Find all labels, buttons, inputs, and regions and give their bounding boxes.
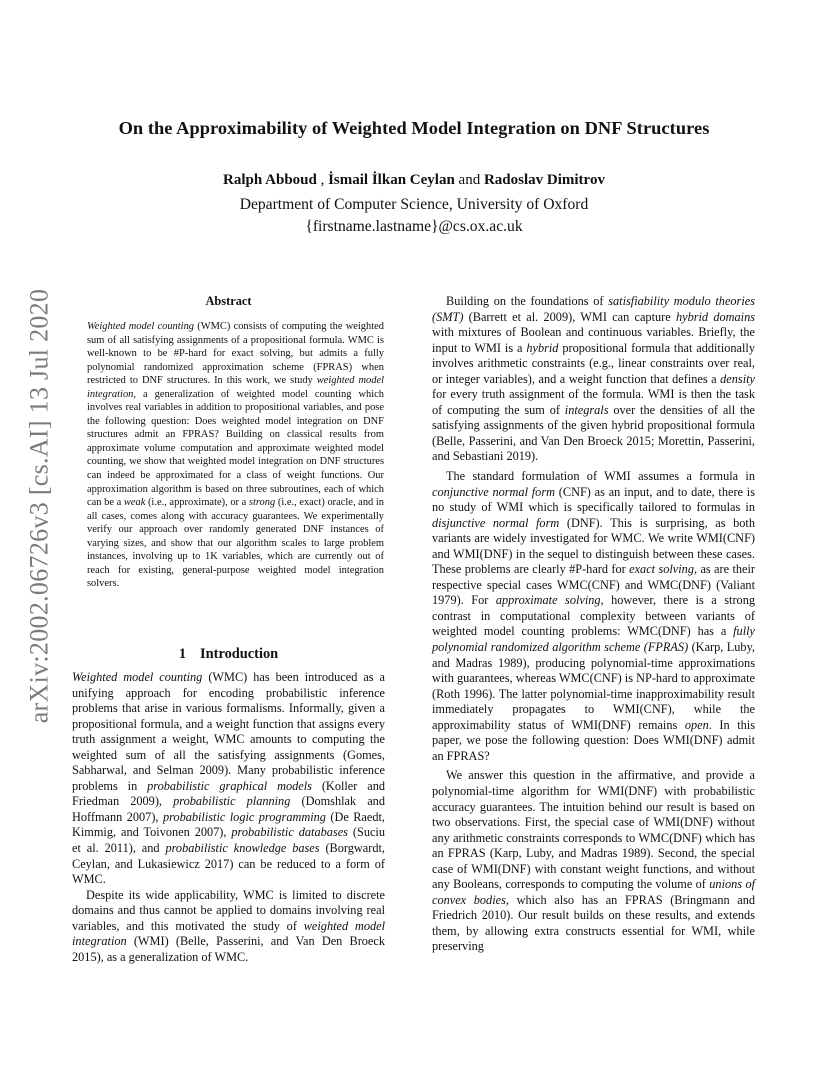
emphasized-term: fully polynomial randomized algorithm scheme (FPRAS) bbox=[432, 624, 755, 655]
emphasized-term: conjunctive normal form bbox=[432, 484, 555, 499]
text-run: . In this paper, we pose the following question: Does WMI(DNF) admit an FPRAS? bbox=[432, 717, 755, 763]
emphasized-term: probabilistic knowledge bases bbox=[165, 841, 320, 856]
author-1: Ralph Abboud bbox=[223, 172, 317, 188]
emphasized-term: weighted model integration bbox=[72, 918, 385, 949]
emphasized-term: approximate solving bbox=[495, 593, 601, 608]
text-run: (Karp, Luby, and Madras 1989), producing polynomial-time approximations with guarantees, whereas WMC(CNF) is NP-hard to approximate (Roth 1996). The latter polynomial-time inapproximability result immediately propagates to WMI(CNF), while the approximability status of WMI(DNF) remains bbox=[432, 640, 755, 732]
author-list bbox=[0, 172, 828, 189]
author-separator: , bbox=[316, 172, 329, 188]
abstract-term: weighted model integration bbox=[87, 375, 384, 400]
text-run: , however, there is a strong contrast in computational complexity between variants of weighted model counting problems: WMC(DNF) has a bbox=[432, 593, 756, 639]
author-2: İsmail İlkan Ceylan bbox=[328, 172, 455, 188]
emphasized-term: satisfiability modulo theories (SMT) bbox=[432, 294, 755, 324]
text-run: with mixtures of Boolean and continuous variables. Briefly, the input to WMI is a bbox=[432, 325, 755, 355]
paragraph bbox=[432, 294, 755, 465]
text-run: (De Raedt, Kimmig, and Toivonen 2007), bbox=[72, 809, 385, 840]
abstract-heading: Abstract bbox=[205, 294, 252, 308]
emphasized-term: probabilistic logic programming bbox=[162, 809, 326, 824]
author-conjunction: and bbox=[454, 172, 484, 188]
text-run: (DNF). This is surprising, as both variants are widely investigated for WMC. We write WMI(CNF) and WMI(DNF) in the sequel to distinguish between these cases. These problems are clearly #P-hard for bbox=[432, 515, 755, 577]
emphasized-term: exact solving bbox=[629, 562, 694, 577]
author-3: Radoslav Dimitrov bbox=[483, 172, 605, 188]
emphasized-term: disjunctive normal form bbox=[432, 515, 560, 530]
paragraph bbox=[72, 888, 385, 966]
emphasized-term: probabilistic graphical models bbox=[147, 778, 312, 793]
text-run: The standard formulation of WMI assumes a formula in bbox=[446, 469, 755, 484]
text-run: (CNF) as an input, and to date, there is no study of WMI which is specifically tailored to formulas in bbox=[432, 484, 755, 515]
emphasized-term: density bbox=[720, 371, 755, 386]
emphasized-term: hybrid bbox=[526, 340, 559, 355]
emphasized-term: open bbox=[684, 717, 709, 732]
paragraph bbox=[432, 469, 755, 764]
abstract-text: , a generalization of weighted model counting which involves real variables in addition to propositional variables, and pose the following question: Does weighted model integration on DNF structures admit an FPRAS? Building on classical results from approximate volume computation and approximate weighted model counting, we show that weighted model integration on DNF structures can indeed be approximated for a class of weight functions. Our approximation algorithm is based on three subroutines, each of which can be a bbox=[87, 388, 384, 509]
text-run: propositional formula that additionally involves arithmetic constraints (e.g., linear constraints over real, or integer variables), and a weight function that defines a bbox=[432, 340, 755, 386]
emphasized-term: probabilistic databases bbox=[231, 825, 348, 840]
paragraph bbox=[432, 768, 755, 955]
text-run: (Koller and Friedman 2009), bbox=[72, 778, 385, 809]
arxiv-side-stamp bbox=[12, 288, 66, 724]
section-heading bbox=[72, 646, 385, 663]
text-run: , as are their respective special cases WMC(CNF) and WMC(DNF) (Valiant 1979). For bbox=[432, 562, 755, 608]
paragraph bbox=[72, 670, 385, 888]
abstract-text: (i.e., approximate), or a bbox=[145, 497, 249, 509]
abstract-term: strong bbox=[248, 497, 276, 509]
abstract-term: weak bbox=[123, 497, 146, 509]
right-column-body bbox=[432, 294, 755, 955]
text-run: , which also has an FPRAS (Bringmann and Friedrich 2010). Our result builds on these results, and extends them, by allowing extra constructs essential for WMI, while preserving bbox=[432, 892, 756, 954]
abstract-term: Weighted model counting bbox=[87, 321, 195, 332]
section-number: 1 bbox=[178, 646, 187, 662]
text-run: Building on the foundations of bbox=[446, 294, 609, 308]
emphasized-term: Weighted model counting bbox=[72, 670, 203, 684]
text-run: Despite its wide applicability, WMC is limited to discrete domains and thus cannot be applied to domains involving real variables, and this motivated the study of bbox=[72, 887, 385, 933]
abstract-body bbox=[87, 320, 384, 591]
paper-title: On the Approximability of Weighted Model Integration on DNF Structures bbox=[118, 118, 710, 138]
text-run: We answer this question in the affirmative, and provide a polynomial-time algorithm for WMI(DNF) with probabilistic accuracy guarantees. The intuition behind our result is based on two observations. First, the special case of WMI(DNF) without any arithmetic constraints corresponds to WMC(DNF) which has an FPRAS (Karp, Luby, and Madras 1989). Second, the special case of WMI(DNF) with constant weight functions, and without any Booleans, corresponds to computing the volume of bbox=[432, 768, 755, 892]
section-title: Introduction bbox=[200, 646, 279, 662]
emphasized-term: unions of convex bodies bbox=[432, 877, 756, 907]
text-run: (Borgwardt, Ceylan, and Lukasiewicz 2017) can be reduced to a form of WMC. bbox=[72, 841, 385, 887]
left-column-body bbox=[72, 670, 385, 965]
affiliation: Department of Computer Science, University of Oxford bbox=[239, 196, 589, 213]
emphasized-term: probabilistic planning bbox=[173, 794, 291, 809]
text-run: (Suciu et al. 2011), and bbox=[72, 825, 385, 856]
text-run: over the densities of all the satisfying assignments of the given hybrid propositional formula (Belle, Passerini, and Van Den Broeck 2015; Morettin, Passerini, and Sebastiani 2019). bbox=[432, 402, 755, 464]
text-run: (WMI) (Belle, Passerini, and Van Den Broeck 2015), as a generalization of WMC. bbox=[72, 934, 385, 964]
text-run: (Domshlak and Hoffmann 2007), bbox=[72, 794, 385, 824]
text-run: for every truth assignment of the formula. WMI is then the task of computing the sum of bbox=[432, 387, 755, 417]
emphasized-term: integrals bbox=[564, 402, 609, 417]
abstract-text: (WMC) consists of computing the weighted sum of all satisfying assignments of a propositional formula. WMC is well-known to be #P-hard for exact solving, but admits a fully polynomial randomized approximation scheme (FPRAS) when restricted to DNF structures. In this work, we study bbox=[87, 321, 385, 387]
author-email: {firstname.lastname}@cs.ox.ac.uk bbox=[305, 218, 523, 235]
abstract-text: (i.e., exact) oracle, and in all cases, comes along with accuracy guarantees. We experimentally verify our approach over randomly generated DNF instances of varying sizes, and show that our algorithm scales to large problem instances, involving up to 1K variables, which are currently out of reach for existing, general-purpose weighted model integration solvers. bbox=[87, 497, 385, 590]
text-run: (Barrett et al. 2009), WMI can capture bbox=[463, 309, 676, 324]
arxiv-identifier: arXiv:2002.06726v3 [cs.AI] 13 Jul 2020 bbox=[24, 288, 54, 724]
text-run: (WMC) has been introduced as a unifying approach for encoding probabilistic inference problems that arise in various formalisms. Informally, given a propositional formula, and a weight function that assigns every truth assignment a weight, WMC amounts to computing the weighted sum of all the satisfying assignments (Gomes, Sabharwal, and Selman 2009). Many probabilistic inference problems in bbox=[72, 670, 385, 793]
emphasized-term: hybrid domains bbox=[675, 309, 756, 324]
